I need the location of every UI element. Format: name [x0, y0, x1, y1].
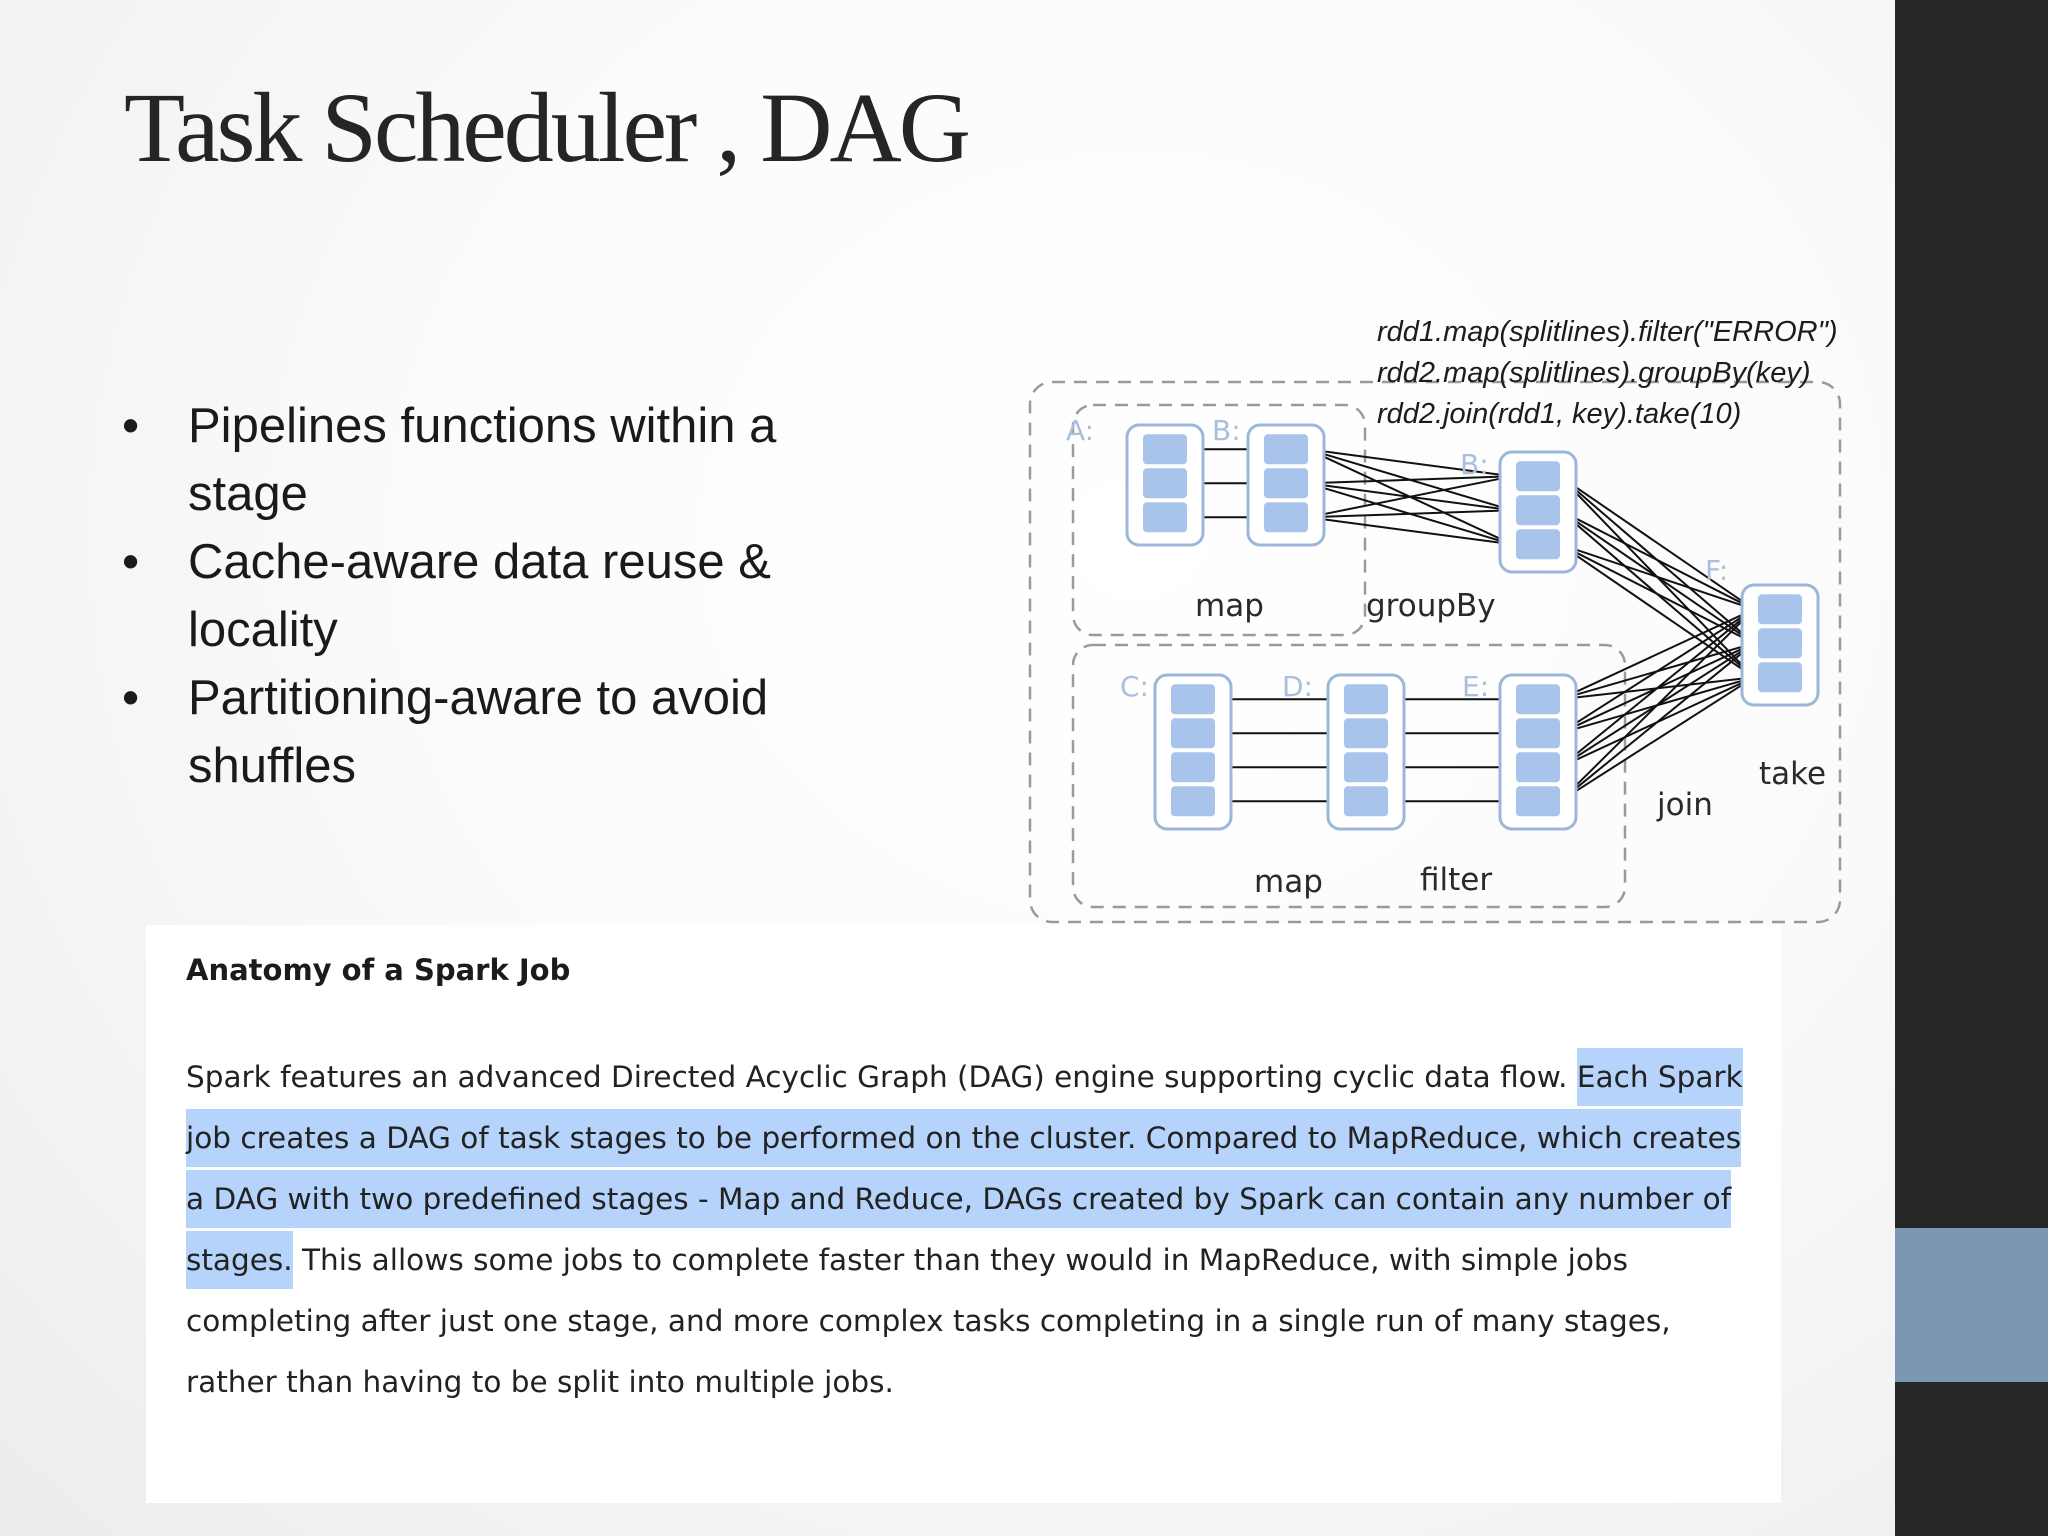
bullet-item: [120, 528, 880, 664]
op-label-take: take: [1759, 756, 1827, 792]
partition-block: [1143, 434, 1187, 464]
partition-block: [1344, 786, 1388, 816]
right-accent-block: [1895, 1228, 2048, 1382]
excerpt-highlighted-text: Each Spark job creates a DAG of task stages to be performed on the cluster. Compared to MapReduce, which creates a DAG with two predefined stages - Map and Reduce, DAGs created by Spark can contain any number of stages.: [186, 1060, 1743, 1277]
partition-block: [1171, 684, 1215, 714]
rdd-label-e: E:: [1462, 670, 1490, 703]
excerpt-text: Spark features an advanced Directed Acyclic Graph (DAG) engine supporting cyclic data flow.: [186, 1060, 1577, 1094]
partition-block: [1758, 662, 1802, 692]
partition-block: [1516, 684, 1560, 714]
rdd-label-d: D:: [1282, 670, 1313, 703]
code-line: rdd2.join(rdd1, key).take(10): [1377, 398, 1742, 430]
partition-block: [1171, 752, 1215, 782]
op-label-join: join: [1657, 787, 1713, 823]
bullet-text: Cache-aware data reuse & locality: [188, 535, 771, 657]
rdd-label-a: A:: [1066, 414, 1095, 447]
dag-edge: [1560, 643, 1754, 801]
partition-block: [1516, 461, 1560, 491]
partition-block: [1516, 752, 1560, 782]
bullet-text: Partitioning-aware to avoid shuffles: [188, 671, 769, 793]
partition-block: [1264, 468, 1308, 498]
partition-block: [1143, 468, 1187, 498]
code-snippet: [1377, 312, 1838, 435]
code-line: rdd2.map(splitlines).groupBy(key): [1377, 357, 1811, 389]
dag-edge: [1560, 476, 1754, 609]
bullet-dot-icon: •: [122, 671, 140, 725]
op-label-map-top: map: [1195, 588, 1264, 624]
excerpt-body: [186, 1047, 1766, 1413]
slide-title: Task Scheduler , DAG: [124, 72, 968, 183]
partition-block: [1516, 529, 1560, 559]
partition-block: [1264, 434, 1308, 464]
partition-block: [1516, 718, 1560, 748]
partition-block: [1171, 718, 1215, 748]
partition-block: [1758, 594, 1802, 624]
dag-diagram: [1020, 360, 1850, 935]
partition-block: [1344, 684, 1388, 714]
code-line: rdd1.map(splitlines).filter("ERROR"): [1377, 316, 1838, 348]
partition-block: [1143, 502, 1187, 532]
partition-block: [1171, 786, 1215, 816]
rdd-label-b-map: B:: [1212, 414, 1241, 447]
partition-block: [1344, 752, 1388, 782]
partition-block: [1758, 628, 1802, 658]
partition-block: [1344, 718, 1388, 748]
op-label-map-bottom: map: [1254, 864, 1323, 900]
excerpt-title: Anatomy of a Spark Job: [186, 953, 571, 987]
op-label-filter: filter: [1420, 862, 1493, 898]
dag-edge: [1560, 609, 1754, 767]
partition-block: [1264, 502, 1308, 532]
bullet-dot-icon: •: [122, 399, 140, 453]
dag-edge: [1560, 609, 1754, 733]
text-excerpt-panel: [146, 925, 1781, 1503]
partition-block: [1516, 786, 1560, 816]
rdd-label-f: F:: [1705, 554, 1729, 587]
rdd-label-b-groupby: B:: [1460, 448, 1489, 481]
bullet-text: Pipelines functions within a stage: [188, 399, 777, 521]
rdd-label-c: C:: [1120, 670, 1149, 703]
bullet-item: [120, 664, 880, 800]
op-label-groupby: groupBy: [1366, 588, 1496, 624]
excerpt-text: This allows some jobs to complete faster than they would in MapReduce, with simple jobs completing after just one stage, and more complex tasks completing in a single run of many stages, rather than having to be split into multiple jobs.: [186, 1243, 1671, 1399]
partition-block: [1516, 495, 1560, 525]
bullet-list: [120, 392, 880, 800]
bullet-dot-icon: •: [122, 535, 140, 589]
bullet-item: [120, 392, 880, 528]
dag-edge: [1560, 609, 1754, 801]
